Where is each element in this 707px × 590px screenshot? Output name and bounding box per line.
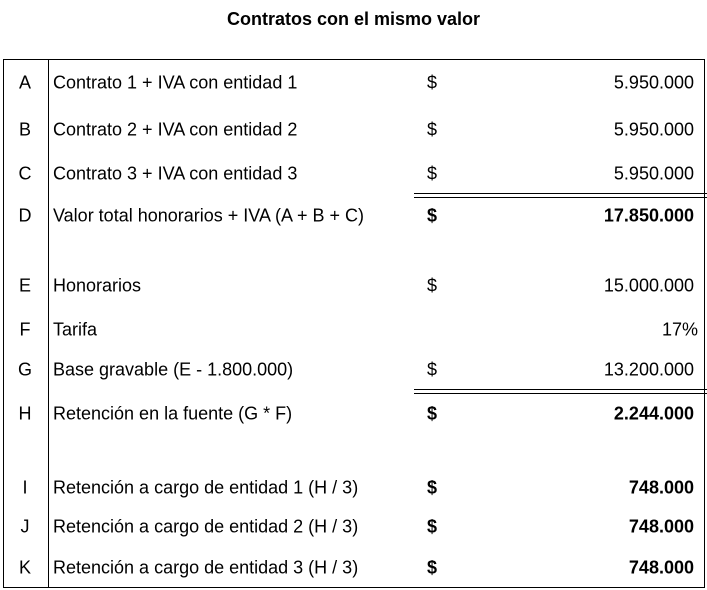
row-amount: 748.000 bbox=[628, 516, 694, 537]
row-description: Contrato 3 + IVA con entidad 3 bbox=[53, 163, 298, 184]
table-row-j bbox=[4, 507, 704, 547]
row-amount: 13.200.000 bbox=[603, 359, 694, 380]
row-description: Base gravable (E - 1.800.000) bbox=[53, 359, 294, 380]
currency-symbol: $ bbox=[427, 403, 438, 424]
row-letter: I bbox=[22, 477, 28, 498]
row-description: Honorarios bbox=[53, 275, 142, 296]
row-description: Retención en la fuente (G * F) bbox=[53, 403, 293, 424]
row-letter: D bbox=[18, 205, 32, 226]
table-row-g bbox=[4, 350, 704, 390]
table-row-i bbox=[4, 468, 704, 508]
row-description: Retención a cargo de entidad 1 (H / 3) bbox=[53, 477, 359, 498]
row-description: Contrato 2 + IVA con entidad 2 bbox=[53, 119, 298, 140]
currency-symbol: $ bbox=[427, 516, 438, 537]
currency-symbol: $ bbox=[427, 557, 438, 578]
table-row-h bbox=[4, 394, 704, 434]
row-letter: B bbox=[18, 119, 31, 140]
row-letter: J bbox=[20, 516, 30, 537]
row-amount: 748.000 bbox=[628, 557, 694, 578]
currency-symbol: $ bbox=[427, 477, 438, 498]
row-amount: 17.850.000 bbox=[603, 205, 694, 226]
row-letter: G bbox=[17, 359, 32, 380]
row-description: Retención a cargo de entidad 3 (H / 3) bbox=[53, 557, 359, 578]
table-row-f bbox=[4, 310, 704, 350]
row-letter: C bbox=[18, 163, 32, 184]
table-row-d bbox=[4, 196, 704, 236]
row-letter: E bbox=[18, 275, 31, 296]
table-row-k bbox=[4, 548, 704, 588]
page-title: Contratos con el mismo valor bbox=[226, 9, 481, 29]
row-amount: 748.000 bbox=[628, 477, 694, 498]
currency-symbol: $ bbox=[427, 359, 438, 380]
row-amount: 5.950.000 bbox=[613, 163, 694, 184]
row-amount: 17% bbox=[661, 319, 698, 340]
row-amount: 2.244.000 bbox=[613, 403, 694, 424]
row-letter: H bbox=[18, 403, 32, 424]
row-letter: K bbox=[18, 557, 31, 578]
row-letter: A bbox=[18, 72, 31, 93]
table-row-a bbox=[4, 63, 704, 103]
currency-symbol: $ bbox=[427, 275, 438, 296]
currency-symbol: $ bbox=[427, 72, 438, 93]
row-amount: 5.950.000 bbox=[613, 72, 694, 93]
row-description: Tarifa bbox=[53, 319, 98, 340]
row-amount: 5.950.000 bbox=[613, 119, 694, 140]
contracts-table bbox=[3, 59, 705, 588]
row-description: Retención a cargo de entidad 2 (H / 3) bbox=[53, 516, 359, 537]
row-amount: 15.000.000 bbox=[603, 275, 694, 296]
row-description: Valor total honorarios + IVA (A + B + C) bbox=[53, 205, 364, 226]
table-row-e bbox=[4, 266, 704, 306]
table-row-b bbox=[4, 110, 704, 150]
row-description: Contrato 1 + IVA con entidad 1 bbox=[53, 72, 298, 93]
currency-symbol: $ bbox=[427, 163, 438, 184]
row-letter: F bbox=[19, 319, 31, 340]
currency-symbol: $ bbox=[427, 205, 438, 226]
currency-symbol: $ bbox=[427, 119, 438, 140]
table-row-c bbox=[4, 154, 704, 194]
